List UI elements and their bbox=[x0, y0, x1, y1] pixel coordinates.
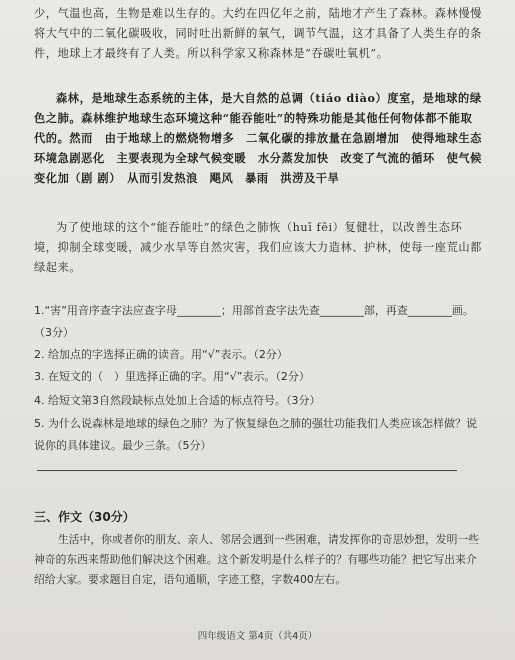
page-footer: 四年级语文 第4页（共4页） bbox=[197, 631, 318, 642]
composition-prompt: 生活中，你或者你的朋友、亲人、邻居会遇到一些困难，请发挥你的奇思妙想，发明一些神奇的东西来帮助他们解决这个困难。这个新发明是什么样子的？有哪些功能？把它写出来介绍给大家。要求题目自定，语句通顺，字迹工整，字数400左右。 bbox=[34, 533, 480, 586]
passage-paragraph-3: 为了使地球的这个“能吞能吐”的绿色之肺恢（huī fēi）复健壮，以改善生态环境，抑制全球变暖，减少水旱等自然灾害，我们应该大力造林、护林，使每一座荒山都绿起来。 bbox=[34, 221, 482, 274]
composition-title: 三、作文（30分） bbox=[34, 510, 135, 524]
passage-paragraph-1: 少，气温也高，生物是难以生存的。大约在四亿年之前，陆地才产生了森林。森林慢慢将大气中的二氧化碳吸收，同时吐出新鲜的氧气，调节气温，这才具备了人类生存的条件，地球上才最终有了人类。所以科学家又称森林是“吞碳吐氧机”。 bbox=[34, 7, 482, 60]
question-5: 5. 为什么说森林是地球的绿色之肺？为了恢复绿色之肺的强壮功能我们人类应该怎样做？说说你的具体建议。最少三条。（5分） bbox=[34, 417, 477, 452]
question-2: 2. 给加点的字选择正确的读音。用“√”表示。（2分） bbox=[34, 348, 288, 361]
answer-line[interactable] bbox=[37, 470, 457, 471]
question-1: 1.“害”用音序查字法应查字母________；用部首查字法先查________部，再查________画。（3分） bbox=[34, 304, 474, 339]
passage-paragraph-2: 森林，是地球生态系统的主体，是大自然的总调（tiáo diào）度室，是地球的绿色之肺。森林维护地球生态环境这种“能吞能吐”的特殊功能是其他任何物体都不能取代的。然而 由于地球上的燃烧物增多 二氧化碳的排放量在急剧增加 使得地球生态环境急剧恶化 主要表现为全球气候变暖 水分蒸发加快 改变了气流的循环 使气候变化加（剧 剧） 从而引发热浪 飓风 暴雨 洪涝及干旱 bbox=[34, 91, 482, 185]
question-4: 4. 给短文第3自然段缺标点处加上合适的标点符号。（3分） bbox=[34, 394, 321, 407]
question-3: 3. 在短文的（ ）里选择正确的字。用“√”表示。（2分） bbox=[34, 370, 310, 383]
